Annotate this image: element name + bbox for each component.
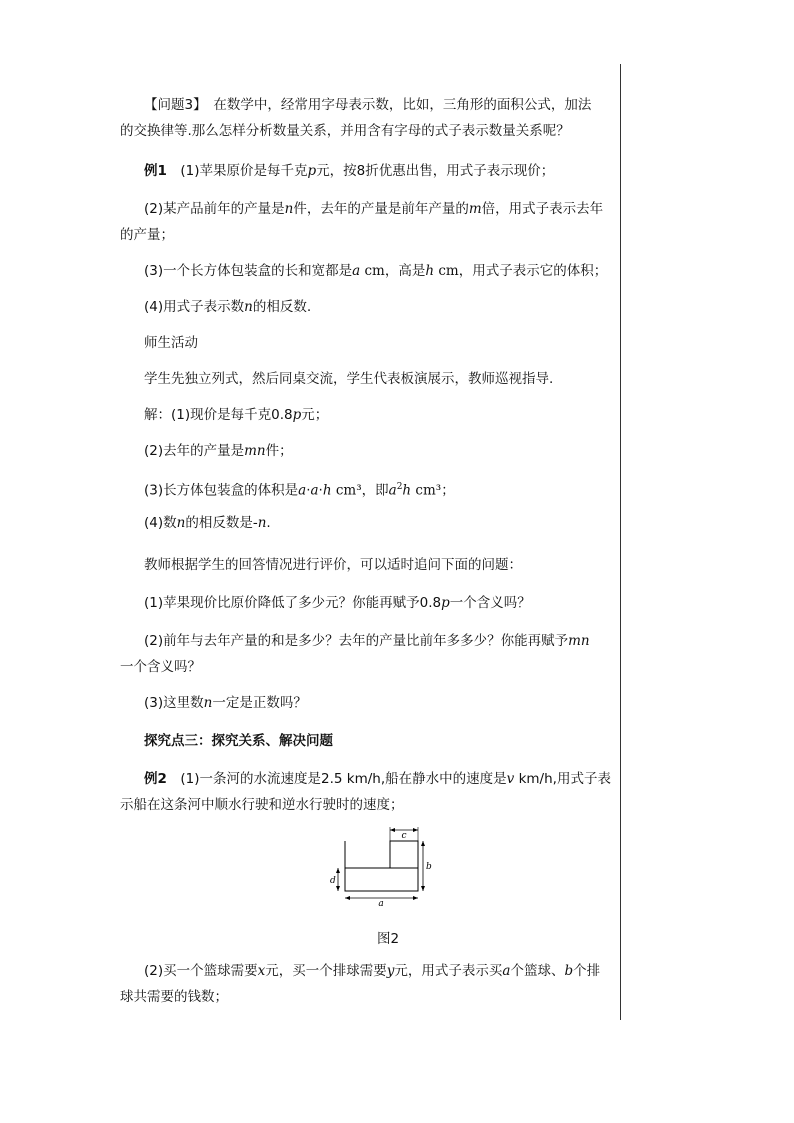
example1-item3: (3)一个长方体包装盒的长和宽都是a cm，高是h cm，用式子表示它的体积； <box>144 263 608 279</box>
example2-item2: (2)买一个篮球需要x元，买一个排球需要y元，用式子表示买a个篮球、b个排 <box>144 963 601 979</box>
example1-label: 例1 <box>144 163 167 179</box>
example2-item1-line2: 示船在这条河中顺水行驶和逆水行驶时的速度； <box>120 797 404 813</box>
activity-title: 师生活动 <box>144 335 198 351</box>
figure-label-c: c <box>401 831 407 841</box>
figure-label-d: d <box>330 876 336 886</box>
solution-3: (3)长方体包装盒的体积是a·a·h cm³，即$a^2h$ cm³； <box>144 482 455 499</box>
evaluation-q3: (3)这里数n一定是正数吗？ <box>144 695 307 711</box>
figure-caption: 图2 <box>376 931 400 947</box>
example1-item1: 例1 (1)苹果原价是每千克p元，按8折优惠出售，用式子表示现价； <box>144 163 555 179</box>
solution-4: (4)数n的相反数是-n. <box>144 515 271 531</box>
example2-item2-line2: 球共需要的钱数； <box>120 989 228 1005</box>
l-shape-figure <box>218 826 432 909</box>
section-title: 探究点三：探究关系、解决问题 <box>144 733 333 749</box>
problem3-label: 【问题3】 <box>144 97 200 113</box>
evaluation-intro: 教师根据学生的回答情况进行评价，可以适时追问下面的问题： <box>144 557 522 573</box>
problem3-line2: 的交换律等.那么怎样分析数量关系，并用含有字母的式子表示数量关系呢？ <box>120 123 570 139</box>
example1-item2-line2: 的产量； <box>120 227 174 243</box>
example1-item4: (4)用式子表示数n的相反数. <box>144 299 312 315</box>
example2-item1: 例2 (1)一条河的水流速度是2.5 km/h,船在静水中的速度是v km/h,用式子表 <box>144 771 611 787</box>
evaluation-q2: (2)前年与去年产量的和是多少？去年的产量比前年多多少？你能再赋予mn <box>144 633 590 649</box>
problem3-line1: 【问题3】 在数学中，经常用字母表示数，比如，三角形的面积公式，加法 <box>144 97 592 113</box>
evaluation-q1: (1)苹果现价比原价降低了多少元？你能再赋予0.8p一个含义吗？ <box>144 595 531 611</box>
activity-desc: 学生先独立列式，然后同桌交流，学生代表板演展示，教师巡视指导. <box>144 371 554 387</box>
figure-label-a: a <box>378 899 384 909</box>
example1-item2: (2)某产品前年的产量是n件，去年的产量是前年产量的m倍，用式子表示去年 <box>144 201 604 217</box>
solution-2: (2)去年的产量是mn件； <box>144 443 293 459</box>
l-shape-diagram <box>218 826 432 909</box>
solution-1: 解：(1)现价是每千克0.8p元； <box>144 407 329 423</box>
figure-label-b: b <box>426 862 432 872</box>
example2-label: 例2 <box>144 771 167 787</box>
evaluation-q2-line2: 一个含义吗？ <box>120 659 201 675</box>
